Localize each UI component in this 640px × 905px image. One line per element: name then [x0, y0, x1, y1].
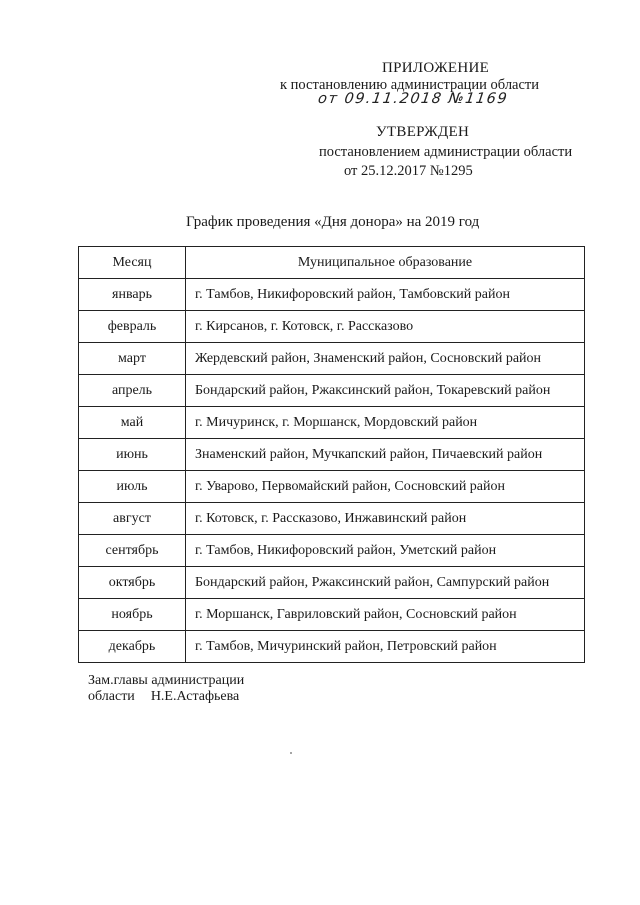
month-cell: июнь [79, 439, 186, 471]
appendix-title: ПРИЛОЖЕНИЕ [382, 60, 490, 76]
table-row [79, 343, 585, 375]
signer-line [88, 689, 239, 705]
month-cell: ноябрь [79, 599, 186, 631]
municipality-cell: Бондарский район, Ржаксинский район, Сампурский район [186, 567, 585, 599]
month-cell: апрель [79, 375, 186, 407]
signer-region: области [88, 689, 135, 704]
table-row [79, 567, 585, 599]
table-row [79, 535, 585, 567]
municipality-cell: г. Тамбов, Мичуринский район, Петровский район [186, 631, 585, 663]
month-cell: июль [79, 471, 186, 503]
schedule-table-body [79, 279, 585, 663]
month-cell: февраль [79, 311, 186, 343]
municipality-cell: Знаменский район, Мучкапский район, Пичаевский район [186, 439, 585, 471]
month-cell: сентябрь [79, 535, 186, 567]
municipality-cell: Жердевский район, Знаменский район, Сосновский район [186, 343, 585, 375]
approved-subtitle: постановлением администрации области [319, 144, 573, 160]
municipality-cell: г. Тамбов, Никифоровский район, Тамбовский район [186, 279, 585, 311]
municipality-cell: г. Тамбов, Никифоровский район, Уметский район [186, 535, 585, 567]
table-row [79, 279, 585, 311]
table-row [79, 599, 585, 631]
header-municipality: Муниципальное образование [186, 247, 585, 279]
municipality-cell: г. Моршанск, Гавриловский район, Сосновский район [186, 599, 585, 631]
table-row [79, 407, 585, 439]
municipality-cell: г. Кирсанов, г. Котовск, г. Рассказово [186, 311, 585, 343]
month-cell: март [79, 343, 186, 375]
appendix-subtitle: к постановлению администрации области [280, 77, 540, 93]
month-cell: май [79, 407, 186, 439]
table-row [79, 503, 585, 535]
signer-role: Зам.главы администрации [88, 673, 245, 688]
table-header-row [79, 247, 585, 279]
table-row [79, 311, 585, 343]
month-cell: декабрь [79, 631, 186, 663]
schedule-table [78, 246, 585, 663]
table-row [79, 471, 585, 503]
header-month: Месяц [79, 247, 186, 279]
municipality-cell: г. Уварово, Первомайский район, Сосновский район [186, 471, 585, 503]
table-row [79, 375, 585, 407]
municipality-cell: г. Мичуринск, г. Моршанск, Мордовский район [186, 407, 585, 439]
scan-speck [290, 752, 292, 754]
handwritten-decree-reference: от 09.11.2018 №1169 [316, 91, 510, 107]
municipality-cell: г. Котовск, г. Рассказово, Инжавинский район [186, 503, 585, 535]
month-cell: октябрь [79, 567, 186, 599]
month-cell: январь [79, 279, 186, 311]
approved-title: УТВЕРЖДЕН [376, 124, 470, 140]
approved-date-number: от 25.12.2017 №1295 [344, 163, 473, 179]
month-cell: август [79, 503, 186, 535]
table-row [79, 631, 585, 663]
table-row [79, 439, 585, 471]
municipality-cell: Бондарский район, Ржаксинский район, Токаревский район [186, 375, 585, 407]
signer-name: Н.Е.Астафьева [150, 689, 240, 704]
schedule-title: График проведения «Дня донора» на 2019 год [186, 214, 480, 230]
